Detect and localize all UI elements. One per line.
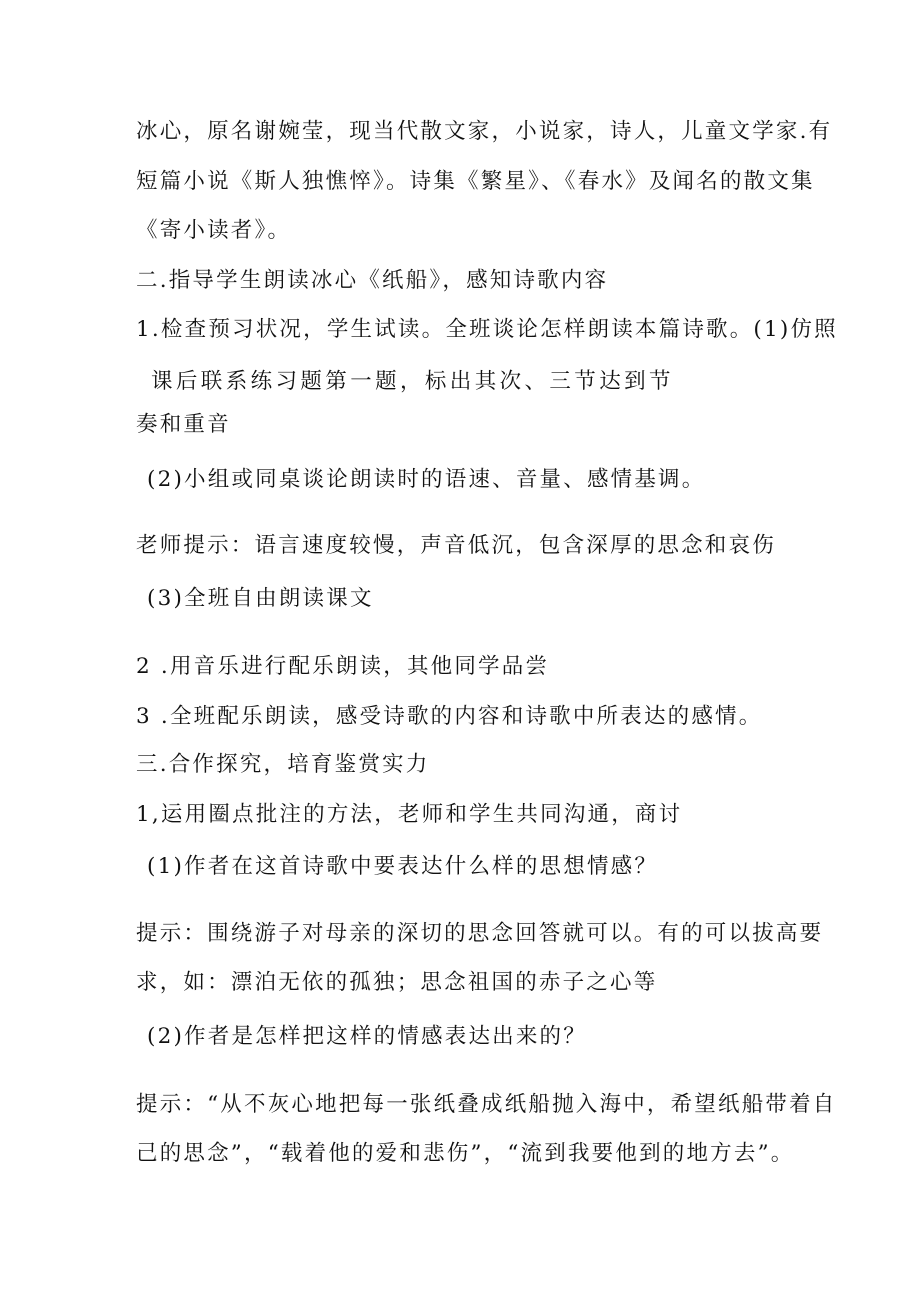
- paragraph-line: (2)作者是怎样把这样的情感表达出来的？: [147, 1024, 587, 1049]
- section-heading: 三.合作探究，培育鉴赏实力: [136, 752, 430, 777]
- paragraph-line: 短篇小说《斯人独憔悴》。诗集《繁星》、《春水》及闻名的散文集: [136, 169, 815, 194]
- paragraph-line: 1.检查预习状况，学生试读。全班谈论怎样朗读本篇诗歌。(1)仿照: [136, 317, 838, 342]
- paragraph-line: 3 .全班配乐朗读，感受诗歌的内容和诗歌中所表达的感情。: [136, 704, 763, 729]
- section-heading: 二.指导学生朗读冰心《纸船》，感知诗歌内容: [136, 268, 609, 293]
- paragraph-line: 冰心，原名谢婉莹，现当代散文家，小说家，诗人，儿童文学家.有: [136, 119, 833, 144]
- paragraph-line: 2 .用音乐进行配乐朗读，其他同学品尝: [136, 654, 550, 679]
- paragraph-line: 课后联系练习题第一题，标出其次、三节达到节: [151, 369, 674, 394]
- paragraph-line: 提示：“从不灰心地把每一张纸叠成纸船抛入海中，希望纸船带着自: [136, 1092, 837, 1117]
- paragraph-line: 《寄小读者》。: [136, 218, 292, 243]
- paragraph-line: 老师提示：语言速度较慢，声音低沉，包含深厚的思念和哀伤: [136, 533, 776, 558]
- paragraph-line: 己的思念”，“载着他的爱和悲伤”，“流到我要他到的地方去”。: [136, 1141, 795, 1166]
- paragraph-line: (1)作者在这首诗歌中要表达什么样的思想情感？: [147, 854, 659, 879]
- paragraph-line: 1,运用圈点批注的方法，老师和学生共同沟通，商讨: [136, 802, 683, 827]
- paragraph-line: (2)小组或同桌谈论朗读时的语速、音量、感情基调。: [147, 467, 706, 492]
- paragraph-line: (3)全班自由朗读课文: [147, 586, 374, 611]
- paragraph-line: 求，如：漂泊无依的孤独；思念祖国的赤子之心等: [136, 970, 658, 995]
- paragraph-line: 提示：围绕游子对母亲的深切的思念回答就可以。有的可以拔高要: [136, 921, 824, 946]
- paragraph-line: 奏和重音: [136, 412, 231, 437]
